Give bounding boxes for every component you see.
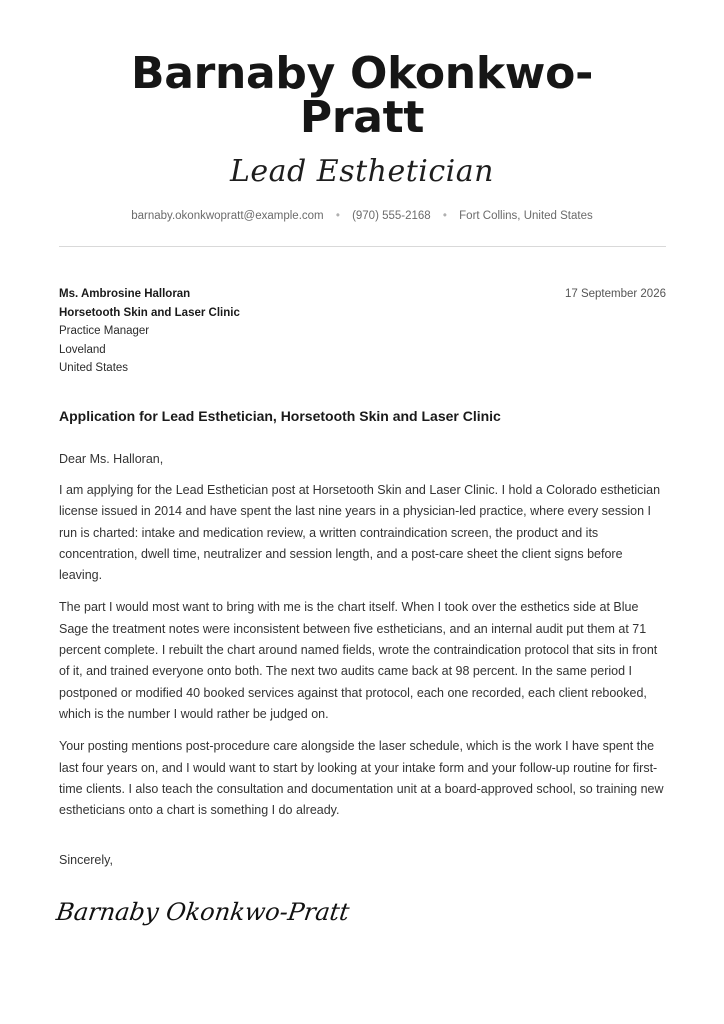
letter-date: 17 September 2026 <box>564 288 666 300</box>
recipient-country: United States <box>59 362 129 374</box>
contact-phone[interactable]: (970) 555-2168 <box>352 210 431 222</box>
letter-body <box>59 480 667 832</box>
contact-line <box>0 208 724 224</box>
header-divider <box>59 246 666 247</box>
recipient-block <box>59 285 240 378</box>
signature: Barnaby Okonkwo-Pratt <box>54 898 352 926</box>
body-paragraph-1: I am applying for the Lead Esthetician post at Horsetooth Skin and Laser Clinic. I hold a Colorado esthetician license issued in 2014 and have spent the last nine years in a physician-led practice, where every session I run is charted: intake and medication review, a written contraindication screen, the product and its concentration, dwell time, neutralizer and session length, and a post-care sheet the client signs before leaving. <box>59 483 661 583</box>
body-paragraph-2: The part I would most want to bring with me is the chart itself. When I took over the esthetics side at Blue Sage the treatment notes were inconsistent between five estheticians, and an internal audit put them at 71 percent complete. I rebuilt the chart around named fields, wrote the contraindication protocol that sits in front of it, and trained everyone onto both. The next two audits came back at 98 percent. In the same period I postponed or modified 40 booked services against that protocol, each one recorded, each client rebooked, which is the number I would rather be judged on. <box>59 600 658 721</box>
salutation: Dear Ms. Halloran, <box>59 452 164 466</box>
applicant-name-line-2: Pratt <box>299 92 425 143</box>
contact-separator-1: • <box>335 210 340 222</box>
letter-subject: Application for Lead Esthetician, Horsetooth Skin and Laser Clinic <box>59 408 501 424</box>
applicant-role: Lead Esthetician <box>230 154 494 189</box>
closing: Sincerely, <box>59 853 113 867</box>
applicant-name <box>0 48 724 143</box>
contact-separator-2: • <box>442 210 447 222</box>
recipient-name: Ms. Ambrosine Halloran <box>59 288 191 300</box>
applicant-name-line-1: Barnaby Okonkwo- <box>130 48 594 99</box>
recipient-company: Horsetooth Skin and Laser Clinic <box>59 306 240 319</box>
contact-email[interactable]: barnaby.okonkwopratt@example.com <box>131 210 324 222</box>
recipient-city: Loveland <box>59 343 106 356</box>
contact-location: Fort Collins, United States <box>459 210 593 222</box>
recipient-title: Practice Manager <box>59 325 150 337</box>
body-paragraph-3: Your posting mentions post-procedure care alongside the laser schedule, which is the work I have spent the last four years on, and I would want to start by looking at your intake form and your follow-up routine for first-time clients. I also teach the consultation and documentation unit at a board-approved school, so training new estheticians onto a chart is something I do already. <box>59 739 664 818</box>
